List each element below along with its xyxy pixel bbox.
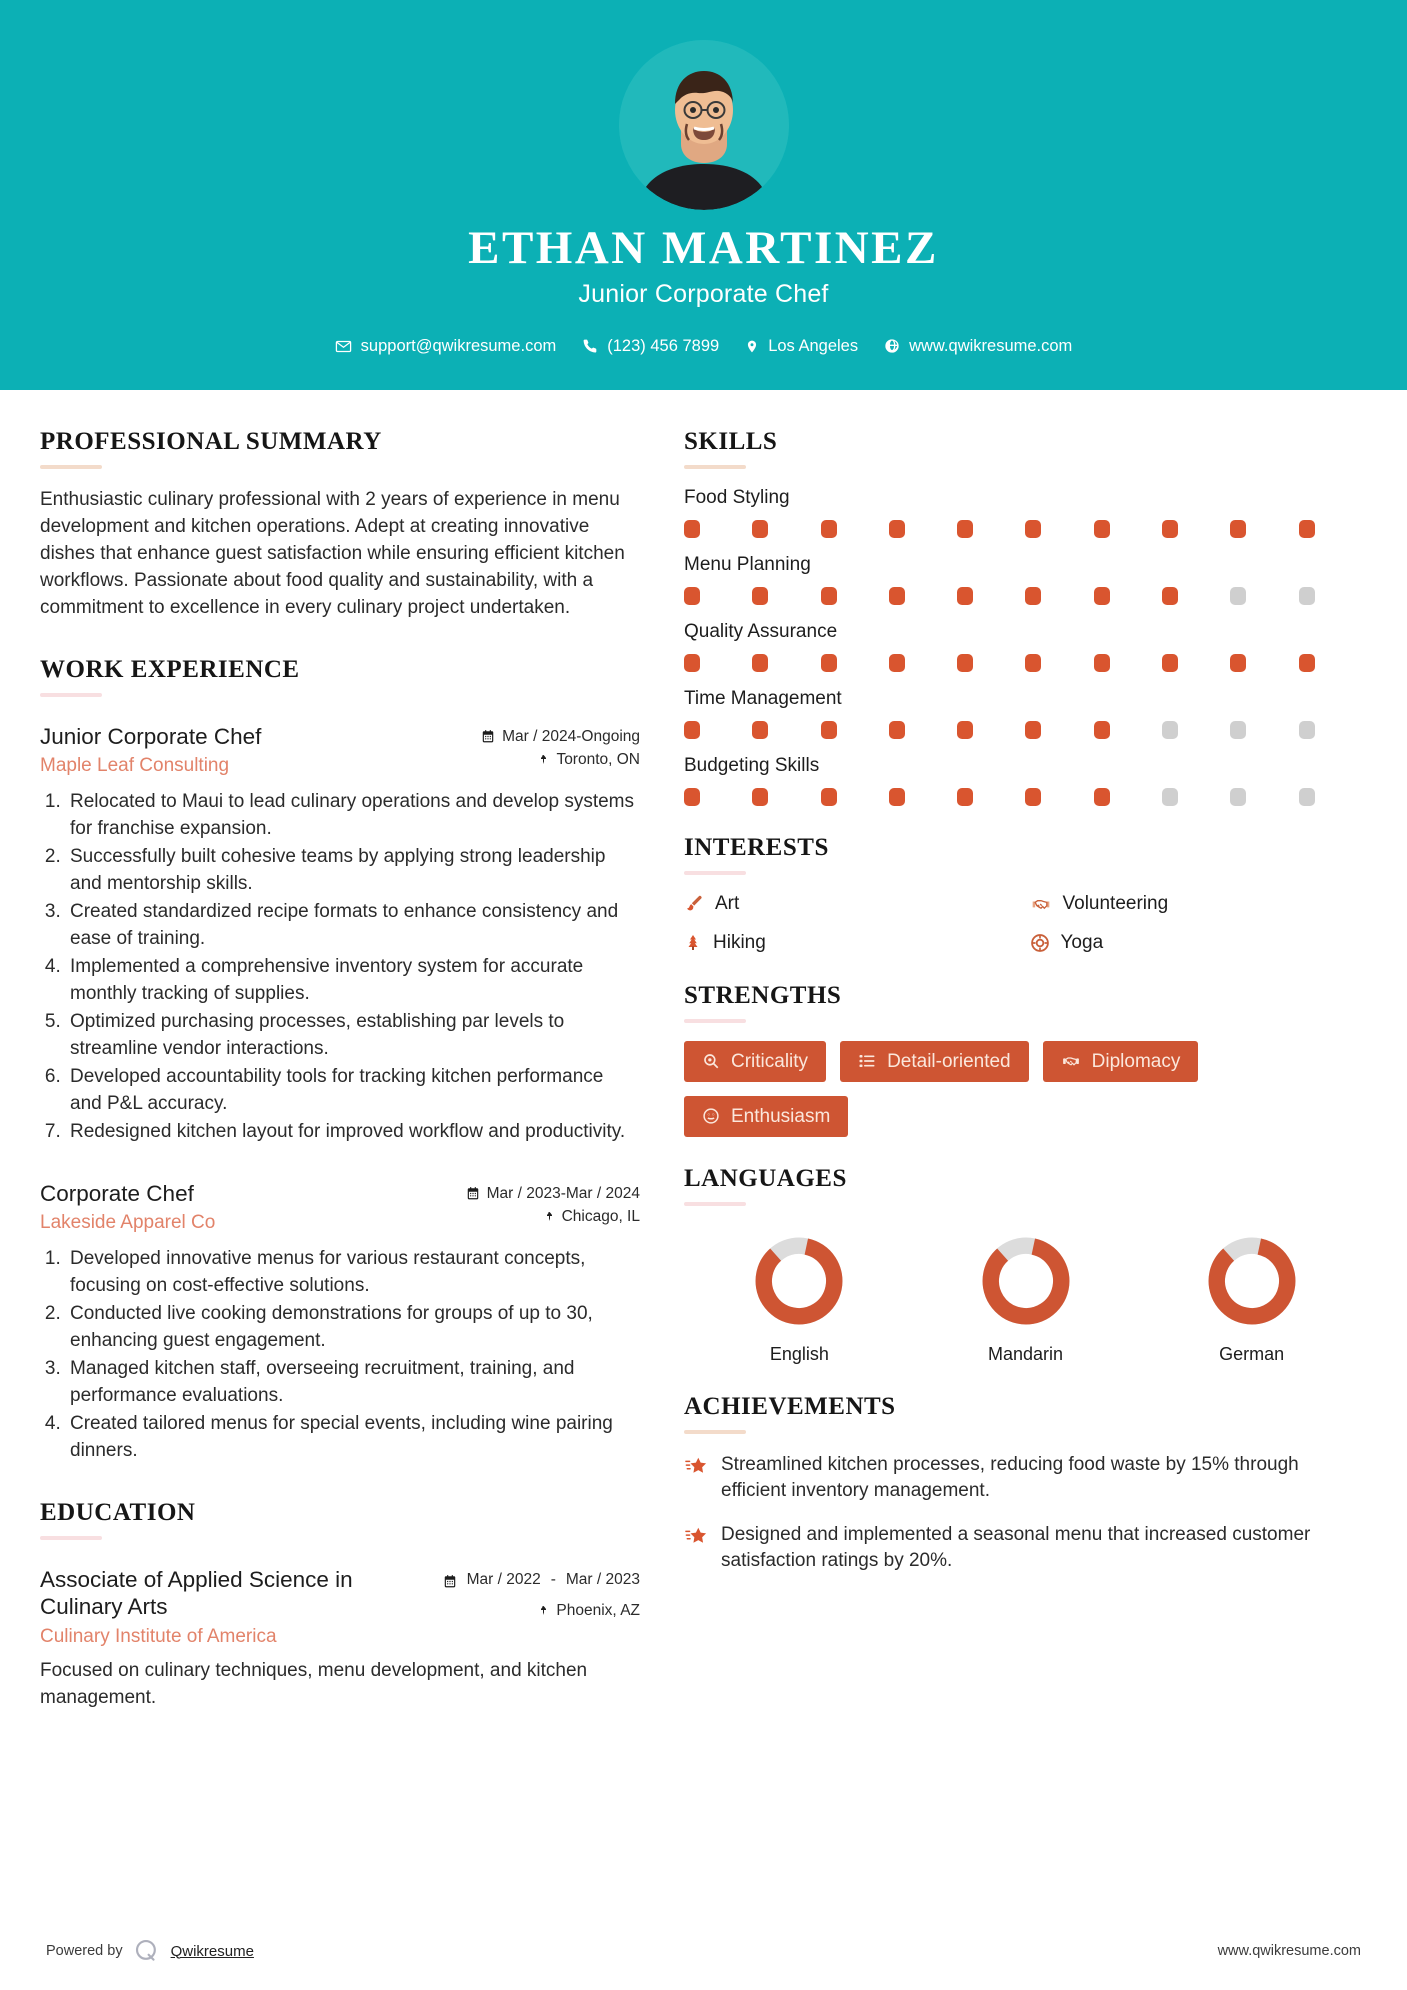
skill-dot-cell bbox=[684, 721, 752, 739]
skill-dot-filled bbox=[684, 654, 700, 672]
skill-label: Budgeting Skills bbox=[684, 754, 820, 776]
skill-dot-filled bbox=[1025, 520, 1041, 538]
skill-dot-cell bbox=[957, 520, 1025, 538]
skill-dot-cell bbox=[684, 654, 752, 672]
achievement-item bbox=[684, 1452, 1367, 1504]
skill-dot-filled bbox=[1299, 520, 1315, 538]
skill-dot-cell bbox=[889, 788, 957, 806]
language-label: German bbox=[1219, 1343, 1285, 1364]
skill-dot-filled bbox=[957, 788, 973, 806]
skill-dot-cell bbox=[1299, 520, 1367, 538]
skill-dot-cell bbox=[889, 587, 957, 605]
work-location-text: Chicago, IL bbox=[561, 1207, 640, 1225]
work-entry-head bbox=[40, 723, 640, 777]
skill-dot-filled bbox=[752, 654, 768, 672]
paintbrush-icon bbox=[684, 894, 704, 914]
skill-dot-empty bbox=[1230, 587, 1246, 605]
skill-dot-filled bbox=[684, 721, 700, 739]
education-dates bbox=[443, 1571, 640, 1594]
work-dates-text: Mar / 2023-Mar / 2024 bbox=[486, 1184, 640, 1202]
skill-dot-cell bbox=[1025, 587, 1093, 605]
section-heading-strengths: STRENGTHS bbox=[684, 981, 842, 1009]
section-rule bbox=[684, 871, 746, 875]
skill-dot-filled bbox=[1025, 654, 1041, 672]
skill-dot-filled bbox=[1162, 520, 1178, 538]
section-heading-interests: INTERESTS bbox=[684, 833, 829, 861]
work-dates bbox=[481, 728, 640, 746]
skill-dot-cell bbox=[1094, 520, 1162, 538]
skill-dot-filled bbox=[1162, 587, 1178, 605]
skill-dot-filled bbox=[821, 587, 837, 605]
left-column bbox=[40, 428, 640, 1890]
skill-dot-cell bbox=[1094, 788, 1162, 806]
section-heading-achievements: ACHIEVEMENTS bbox=[684, 1392, 896, 1420]
skill-dot-empty bbox=[1230, 721, 1246, 739]
skill-dot-filled bbox=[684, 788, 700, 806]
skill-dot-filled bbox=[1094, 654, 1110, 672]
q-logo-icon bbox=[134, 1938, 160, 1964]
languages-row bbox=[684, 1224, 1367, 1365]
resume-body bbox=[0, 390, 1407, 1890]
email-icon bbox=[335, 338, 352, 355]
skill-dot-cell bbox=[1162, 587, 1230, 605]
education-entry-head bbox=[40, 1566, 640, 1648]
interests-grid bbox=[684, 893, 1367, 954]
skill-label: Food Styling bbox=[684, 486, 790, 508]
skill-dot-filled bbox=[889, 721, 905, 739]
skill-dot-filled bbox=[752, 721, 768, 739]
skill-dot-cell bbox=[1162, 520, 1230, 538]
section-rule bbox=[40, 693, 102, 697]
achievement-text: Streamlined kitchen processes, reducing food waste by 15% through efficient inventory management. bbox=[721, 1453, 1299, 1502]
strength-label: Detail-oriented bbox=[887, 1050, 1011, 1072]
skill-dot-empty bbox=[1299, 788, 1315, 806]
skill-dot-cell bbox=[1299, 721, 1367, 739]
education-degree: Associate of Applied Science in Culinary Arts bbox=[40, 1566, 353, 1620]
language-item bbox=[688, 1234, 911, 1365]
interest-item-yoga bbox=[1030, 932, 1368, 954]
skill-dot-filled bbox=[957, 587, 973, 605]
location-icon bbox=[745, 338, 759, 355]
skill-dot-filled bbox=[889, 654, 905, 672]
skill-dot-cell bbox=[1230, 587, 1298, 605]
job-title: Junior Corporate Chef bbox=[578, 279, 829, 308]
resume-footer bbox=[0, 1938, 1407, 1990]
list-item: 7. Redesigned kitchen layout for improved workflow and productivity. bbox=[66, 1119, 640, 1146]
section-heading-languages: LANGUAGES bbox=[684, 1164, 847, 1192]
skill-dot-filled bbox=[1025, 721, 1041, 739]
education-location-text: Phoenix, AZ bbox=[556, 1601, 640, 1619]
work-role: Junior Corporate Chef bbox=[40, 723, 262, 749]
skill-dot-filled bbox=[1094, 788, 1110, 806]
skill-dot-cell bbox=[1162, 788, 1230, 806]
skill-dot-filled bbox=[1025, 788, 1041, 806]
calendar-icon bbox=[481, 729, 495, 744]
skill-dot-filled bbox=[752, 587, 768, 605]
profile-photo-icon bbox=[619, 40, 789, 210]
section-skills bbox=[684, 428, 1367, 806]
skill-dot-cell bbox=[752, 654, 820, 672]
achievement-text: Designed and implemented a seasonal menu that increased customer satisfaction ratings by 20%. bbox=[721, 1524, 1311, 1572]
skill-dot-cell bbox=[1230, 654, 1298, 672]
interest-item-volunteering bbox=[1030, 893, 1368, 915]
language-label: English bbox=[769, 1343, 829, 1364]
phone-icon bbox=[582, 338, 598, 354]
contact-phone-text: (123) 456 7899 bbox=[607, 336, 720, 355]
page-title: ETHAN MARTINEZ bbox=[468, 222, 939, 274]
skill-dot-cell bbox=[684, 587, 752, 605]
summary-text: Enthusiastic culinary professional with 2 years of experience in menu development and kitchen operations. Adept at creating innovative dishes that enhance guest satisfaction while ensuring efficient kitchen workflows. Passionate about food quality and sustainability, with a commitment to excellence in every culinary project undertaken. bbox=[40, 488, 625, 618]
language-item bbox=[914, 1234, 1137, 1365]
skill-dot-cell bbox=[1094, 654, 1162, 672]
skill-dot-filled bbox=[821, 654, 837, 672]
education-meta bbox=[443, 1566, 640, 1625]
skill-dot-cell bbox=[957, 788, 1025, 806]
work-dates bbox=[466, 1185, 640, 1203]
star-icon bbox=[684, 1455, 708, 1477]
star-icon-wrap bbox=[684, 1452, 708, 1504]
section-rule bbox=[684, 1430, 746, 1434]
skill-dot-filled bbox=[1094, 721, 1110, 739]
skill-dot-filled bbox=[957, 654, 973, 672]
skill-label: Time Management bbox=[684, 687, 842, 709]
skill-dot-cell bbox=[752, 587, 820, 605]
strength-pill-criticality[interactable] bbox=[684, 1041, 826, 1082]
star-icon bbox=[684, 1525, 708, 1547]
list-item: 3. Managed kitchen staff, overseeing recruitment, training, and performance evaluations. bbox=[66, 1356, 640, 1410]
strength-label: Enthusiasm bbox=[731, 1105, 831, 1127]
list-item: 4. Created tailored menus for special events, including wine pairing dinners. bbox=[66, 1411, 640, 1465]
work-location bbox=[481, 751, 640, 769]
skill-dot-cell bbox=[752, 520, 820, 538]
skill-dot-filled bbox=[1094, 520, 1110, 538]
contact-email-text: support@qwikresume.com bbox=[360, 336, 557, 355]
education-start-date: Mar / 2022 bbox=[466, 1570, 541, 1588]
skill-dot-cell bbox=[1299, 654, 1367, 672]
date-separator: - bbox=[550, 1570, 556, 1588]
section-heading-summary: PROFESSIONAL SUMMARY bbox=[40, 427, 382, 455]
language-donut-chart bbox=[979, 1234, 1073, 1328]
qwikresume-link[interactable]: Qwikresume bbox=[170, 1942, 254, 1960]
list-item: 2. Successfully built cohesive teams by applying strong leadership and mentorship skills. bbox=[66, 844, 640, 898]
skill-dot-cell bbox=[752, 721, 820, 739]
strength-label: Criticality bbox=[731, 1050, 809, 1072]
skill-dot-cell bbox=[684, 520, 752, 538]
section-heading-work: WORK EXPERIENCE bbox=[40, 655, 300, 683]
section-strengths bbox=[684, 982, 1367, 1137]
interest-label: Volunteering bbox=[1062, 892, 1169, 914]
interest-label: Yoga bbox=[1060, 931, 1104, 953]
skill-dot-filled bbox=[1230, 520, 1246, 538]
strengths-grid bbox=[684, 1041, 1367, 1137]
work-bullets bbox=[66, 1246, 640, 1465]
star-icon-wrap bbox=[684, 1522, 708, 1574]
education-entry bbox=[40, 1566, 640, 1712]
strength-pill-detail-oriented[interactable] bbox=[840, 1041, 1029, 1082]
interest-label: Hiking bbox=[713, 931, 766, 953]
skill-dot-filled bbox=[821, 520, 837, 538]
work-meta bbox=[481, 723, 640, 774]
list-item: 1. Relocated to Maui to lead culinary operations and develop systems for franchise expansion. bbox=[66, 789, 640, 843]
section-rule bbox=[684, 465, 746, 469]
globe-icon bbox=[884, 338, 900, 354]
skill-label: Menu Planning bbox=[684, 553, 811, 575]
contact-phone[interactable] bbox=[582, 337, 719, 356]
list-icon bbox=[858, 1052, 876, 1070]
resume-header bbox=[0, 0, 1407, 390]
education-end-date: Mar / 2023 bbox=[565, 1570, 640, 1588]
skill-dot-cell bbox=[821, 654, 889, 672]
skill-dot-filled bbox=[889, 788, 905, 806]
work-dates-text: Mar / 2024-Ongoing bbox=[502, 727, 640, 745]
skill-dot-cell bbox=[1025, 520, 1093, 538]
footer-website: www.qwikresume.com bbox=[1217, 1943, 1361, 1959]
skill-dot-cell bbox=[1162, 721, 1230, 739]
section-rule bbox=[684, 1019, 746, 1023]
skill-rating bbox=[684, 520, 1367, 538]
language-donut-chart bbox=[1205, 1234, 1299, 1328]
work-org: Maple Leaf Consulting bbox=[40, 755, 230, 777]
skill-dot-filled bbox=[821, 721, 837, 739]
skill-dot-cell bbox=[684, 788, 752, 806]
skill-dot-filled bbox=[1094, 587, 1110, 605]
language-label: Mandarin bbox=[987, 1343, 1064, 1364]
handshake-icon bbox=[1030, 894, 1052, 914]
list-item: 6. Developed accountability tools for tracking kitchen performance and P&L accuracy. bbox=[66, 1064, 640, 1118]
language-item bbox=[1140, 1234, 1363, 1365]
skill-dot-cell bbox=[1162, 654, 1230, 672]
achievement-item bbox=[684, 1522, 1367, 1574]
work-location bbox=[466, 1208, 640, 1226]
skill-dot-cell bbox=[821, 520, 889, 538]
list-item: 2. Conducted live cooking demonstrations for groups of up to 30, enhancing guest engagement. bbox=[66, 1301, 640, 1355]
skill-dot-cell bbox=[1094, 587, 1162, 605]
tree-icon bbox=[684, 932, 702, 953]
skill-dot-filled bbox=[957, 520, 973, 538]
skill-dot-cell bbox=[1299, 587, 1367, 605]
powered-by-label: Powered by bbox=[46, 1943, 123, 1959]
skill-dot-filled bbox=[957, 721, 973, 739]
calendar-icon bbox=[443, 1574, 457, 1589]
skill-dot-cell bbox=[821, 721, 889, 739]
list-item: 1. Developed innovative menus for various restaurant concepts, focusing on cost-effective solutions. bbox=[66, 1246, 640, 1300]
skill-dot-filled bbox=[1299, 654, 1315, 672]
work-bullets bbox=[66, 789, 640, 1146]
calendar-icon-wrap bbox=[443, 1571, 457, 1594]
skill-dot-cell bbox=[1025, 788, 1093, 806]
work-org: Lakeside Apparel Co bbox=[40, 1212, 216, 1234]
skill-dot-cell bbox=[1230, 788, 1298, 806]
section-rule bbox=[40, 465, 102, 469]
skill-dot-cell bbox=[821, 587, 889, 605]
section-rule bbox=[684, 1202, 746, 1206]
calendar-icon bbox=[466, 1186, 480, 1201]
pin-icon bbox=[537, 753, 549, 767]
skills-list bbox=[684, 487, 1367, 806]
skill-dot-filled bbox=[752, 788, 768, 806]
skill-dot-cell bbox=[957, 654, 1025, 672]
contact-location-text: Los Angeles bbox=[768, 336, 859, 355]
skill-dot-empty bbox=[1162, 788, 1178, 806]
skill-dot-cell bbox=[1025, 654, 1093, 672]
education-location bbox=[443, 1602, 640, 1620]
right-column bbox=[684, 428, 1367, 1890]
education-description: Focused on culinary techniques, menu development, and kitchen management. bbox=[40, 1659, 588, 1708]
skill-dot-cell bbox=[889, 520, 957, 538]
skill-rating bbox=[684, 654, 1367, 672]
skill-dot-filled bbox=[889, 587, 905, 605]
skill-dot-cell bbox=[1230, 721, 1298, 739]
skill-dot-empty bbox=[1299, 721, 1315, 739]
search-icon bbox=[702, 1052, 720, 1070]
skill-dot-cell bbox=[957, 587, 1025, 605]
lifebuoy-icon bbox=[1030, 933, 1050, 953]
contact-email[interactable] bbox=[335, 337, 557, 356]
work-location-text: Toronto, ON bbox=[556, 750, 640, 768]
strength-pill-diplomacy[interactable] bbox=[1043, 1041, 1199, 1082]
pin-icon bbox=[543, 1210, 555, 1224]
work-entry-head bbox=[40, 1180, 640, 1234]
skill-dot-cell bbox=[1094, 721, 1162, 739]
skill-dot-filled bbox=[1230, 654, 1246, 672]
section-heading-education: EDUCATION bbox=[40, 1498, 196, 1526]
skill-dot-empty bbox=[1299, 587, 1315, 605]
work-meta bbox=[466, 1180, 640, 1231]
skill-dot-filled bbox=[821, 788, 837, 806]
smiley-icon bbox=[702, 1107, 720, 1125]
skill-dot-filled bbox=[752, 520, 768, 538]
strength-pill-enthusiasm[interactable] bbox=[684, 1096, 848, 1137]
section-achievements bbox=[684, 1393, 1367, 1575]
work-role: Corporate Chef bbox=[40, 1180, 194, 1206]
education-school: Culinary Institute of America bbox=[40, 1625, 277, 1647]
skill-dot-filled bbox=[684, 587, 700, 605]
footer-left bbox=[46, 1938, 254, 1964]
skill-dot-cell bbox=[957, 721, 1025, 739]
contact-website-text: www.qwikresume.com bbox=[909, 336, 1073, 355]
section-rule bbox=[40, 1536, 102, 1540]
section-heading-skills: SKILLS bbox=[684, 427, 778, 455]
language-donut-chart bbox=[752, 1234, 846, 1328]
skill-dot-cell bbox=[889, 721, 957, 739]
skill-dot-cell bbox=[889, 654, 957, 672]
skill-rating bbox=[684, 721, 1367, 739]
skill-dot-cell bbox=[1230, 520, 1298, 538]
skill-dot-filled bbox=[684, 520, 700, 538]
contact-row bbox=[0, 337, 1407, 356]
contact-location[interactable] bbox=[745, 337, 858, 356]
handshake-icon bbox=[1061, 1052, 1081, 1070]
avatar bbox=[619, 40, 789, 210]
contact-website[interactable] bbox=[884, 337, 1072, 356]
skill-dot-cell bbox=[1299, 788, 1367, 806]
pin-icon bbox=[537, 1604, 549, 1618]
list-item: 4. Implemented a comprehensive inventory system for accurate monthly tracking of supplies. bbox=[66, 954, 640, 1008]
section-education bbox=[40, 1499, 640, 1712]
skill-dot-empty bbox=[1162, 721, 1178, 739]
skill-dot-cell bbox=[821, 788, 889, 806]
skill-dot-filled bbox=[1025, 587, 1041, 605]
section-professional-summary bbox=[40, 428, 640, 622]
skill-dot-cell bbox=[1025, 721, 1093, 739]
work-entry bbox=[40, 1180, 640, 1465]
interest-item-hiking bbox=[684, 932, 1022, 954]
skill-rating bbox=[684, 788, 1367, 806]
list-item: 3. Created standardized recipe formats to enhance consistency and ease of training. bbox=[66, 899, 640, 953]
section-work-experience bbox=[40, 656, 640, 1465]
skill-dot-empty bbox=[1230, 788, 1246, 806]
skill-rating bbox=[684, 587, 1367, 605]
strength-label: Diplomacy bbox=[1091, 1050, 1181, 1072]
interest-item-art bbox=[684, 893, 1022, 915]
skill-label: Quality Assurance bbox=[684, 620, 838, 642]
list-item: 5. Optimized purchasing processes, establishing par levels to streamline vendor interactions. bbox=[66, 1009, 640, 1063]
section-languages bbox=[684, 1165, 1367, 1365]
skill-dot-cell bbox=[752, 788, 820, 806]
interest-label: Art bbox=[715, 892, 740, 914]
section-interests bbox=[684, 834, 1367, 954]
skill-dot-filled bbox=[889, 520, 905, 538]
skill-dot-filled bbox=[1162, 654, 1178, 672]
work-entry bbox=[40, 723, 640, 1146]
